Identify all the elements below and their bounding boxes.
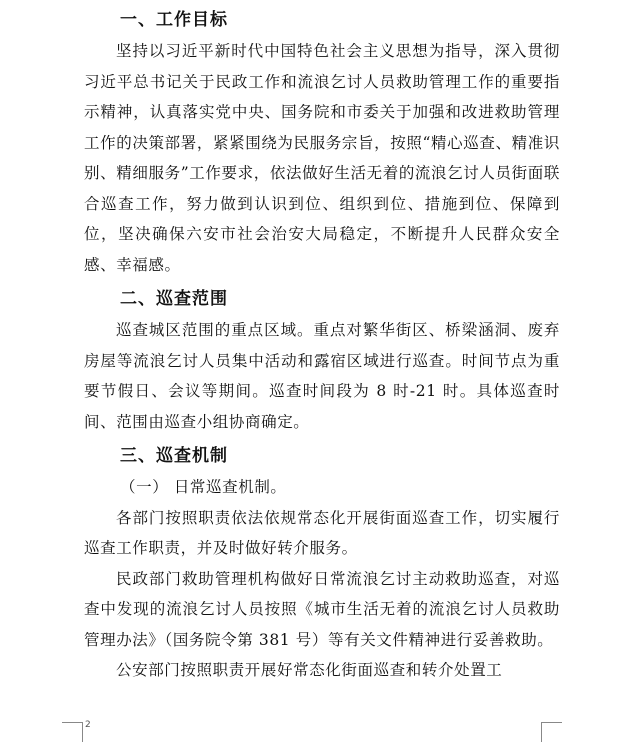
page-number: 2 — [85, 720, 91, 730]
paragraph-civil-affairs: 民政部门救助管理机构做好日常流浪乞讨主动救助巡查，对巡查中发现的流浪乞讨人员按照《城市生活无着的流浪乞讨人员救助管理办法》（国务院令第 381 号）等有关文件精神进行妥善救助。 — [84, 569, 560, 649]
paragraph-work-goals: 坚持以习近平新时代中国特色社会主义思想为指导，深入贯彻习近平总书记关于民政工作和流浪乞讨人员救助管理工作的重要指示精神，认真落实党中央、国务院和市委关于加强和改进救助管理工作的决策部署，紧紧围绕为民服务宗旨，按照“精心巡查、精准识别、精细服务”工作要求，依法做好生活无着的流浪乞讨人员街面联合巡查工作，努力做到认识到位、组织到位、措施到位、保障到位，坚决确保六安市社会治安大局稳定，不断提升人民群众安全感、幸福感。 — [84, 42, 560, 274]
document-body — [84, 4, 560, 686]
section-heading-patrol-mechanism: 三、巡查机制 — [120, 446, 228, 466]
page-footer-marks — [62, 722, 562, 742]
subheading-daily-patrol: （一） 日常巡查机制。 — [120, 478, 287, 496]
crop-mark-right-vertical — [541, 722, 542, 742]
paragraph-public-security: 公安部门按照职责开展好常态化街面巡查和转介处置工 — [116, 661, 503, 679]
section-heading-patrol-scope: 二、巡查范围 — [120, 289, 228, 309]
crop-mark-left-horizontal — [62, 722, 82, 723]
crop-mark-right-horizontal — [542, 722, 562, 723]
paragraph-department-duties: 各部门按照职责依法依规常态化开展街面巡查工作，切实履行巡查工作职责，并及时做好转介服务。 — [84, 508, 560, 557]
paragraph-patrol-scope: 巡查城区范围的重点区域。重点对繁华街区、桥梁涵洞、废弃房屋等流浪乞讨人员集中活动和露宿区域进行巡查。时间节点为重要节假日、会议等期间。巡查时间段为 8 时-21 时。具体巡查时间、范围由巡查小组协商确定。 — [84, 321, 560, 431]
section-heading-work-goals: 一、工作目标 — [120, 10, 228, 30]
crop-mark-left-vertical — [82, 722, 83, 742]
